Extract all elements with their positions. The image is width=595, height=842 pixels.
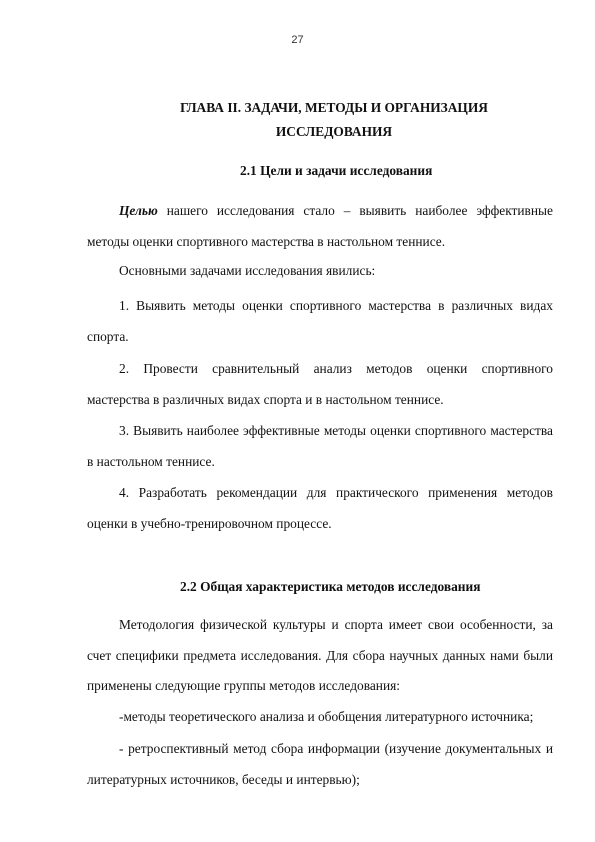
task-item-3: 3. Выявить наиболее эффективные методы оценки спортивного мастерства в настольном теннисе. (87, 423, 553, 469)
task-item-2: 2. Провести сравнительный анализ методов оценки спортивного мастерства в различных видах спорта и в настольном теннисе. (87, 361, 553, 407)
methods-intro-paragraph: Методология физической культуры и спорта имеет свои особенности, за счет специфики предмета исследования. Для сбора научных данных нами были применены следующие группы методов исследования: (87, 617, 553, 693)
section-title-2-1: 2.1 Цели и задачи исследования (240, 163, 433, 178)
task-item-1: 1. Выявить методы оценки спортивного мастерства в различных видах спорта. (87, 298, 553, 344)
section-title-2-2: 2.2 Общая характеристика методов исследования (180, 579, 481, 594)
goal-text: нашего исследования стало – выявить наиболее эффективные методы оценки спортивного мастерства в настольном теннисе. (87, 203, 553, 249)
task-item-4: 4. Разработать рекомендации для практического применения методов оценки в учебно-тренировочном процессе. (87, 485, 553, 531)
goal-lead: Целью (119, 203, 158, 218)
methods-item-1: -методы теоретического анализа и обобщения литературного источника; (119, 709, 534, 724)
tasks-intro: Основными задачами исследования явились: (119, 263, 376, 278)
page-number: 27 (291, 34, 304, 46)
goal-paragraph (87, 196, 553, 257)
methods-item-2: - ретроспективный метод сбора информации (изучение документальных и литературных источников, беседы и интервью); (87, 741, 553, 787)
chapter-title-line2: ИССЛЕДОВАНИЯ (275, 124, 393, 139)
chapter-title-line1: ГЛАВА II. ЗАДАЧИ, МЕТОДЫ И ОРГАНИЗАЦИЯ (180, 100, 488, 115)
